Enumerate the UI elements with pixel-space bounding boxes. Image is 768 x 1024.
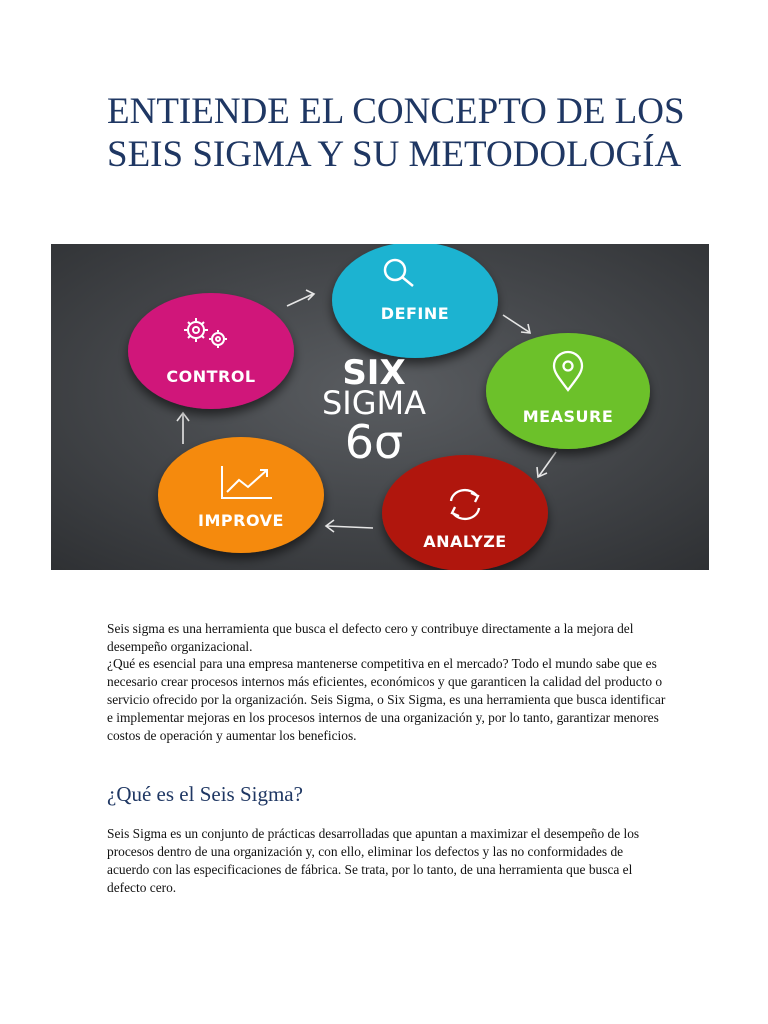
- analyze-circle: [382, 455, 548, 570]
- sigma-symbol-text: 6σ: [344, 415, 404, 469]
- define-step: [332, 244, 498, 358]
- definition-paragraph: Seis Sigma es un conjunto de prácticas desarrolladas que apuntan a maximizar el desempeño de los procesos dentro de una organización y, con ello, eliminar los defectos y las no conformidades de acuerdo con las especificaciones de fábrica. Se trata, por lo tanto, de una herramienta que busca el defecto cero.: [107, 826, 640, 895]
- analyze-step: [382, 455, 548, 570]
- page-title: ENTIENDE EL CONCEPTO DE LOS SEIS SIGMA Y SU METODOLOGÍA: [107, 91, 685, 175]
- control-circle: [128, 293, 294, 409]
- sigma-text: SIGMA: [321, 384, 427, 422]
- section-heading: ¿Qué es el Seis Sigma?: [107, 782, 303, 806]
- improve-label: IMPROVE: [198, 511, 284, 530]
- analyze-label: ANALYZE: [423, 532, 507, 551]
- define-label: DEFINE: [380, 304, 450, 323]
- improve-step: [158, 437, 324, 553]
- six-text: SIX: [342, 353, 406, 393]
- intro-paragraph: Seis sigma es una herramienta que busca el defecto cero y contribuye directamente a la mejora del desempeño organizacional.: [107, 621, 634, 654]
- control-label: CONTROL: [166, 367, 256, 386]
- measure-step: [486, 333, 650, 449]
- body-paragraph: ¿Qué es esencial para una empresa mantenerse competitiva en el mercado? Todo el mundo sabe que es necesario crear procesos internos más eficientes, económicos y que garanticen la calidad del producto o servicio ofrecido por la organización. Seis Sigma, o Six Sigma, es una herramienta que busca identificar e implementar mejoras en los procesos internos de una organización y, por lo tanto, garantizar menores costos de operación y aumentar los beneficios.: [107, 656, 666, 743]
- control-step: [128, 293, 294, 409]
- improve-circle: [158, 437, 324, 553]
- measure-label: MEASURE: [522, 407, 614, 426]
- define-circle: [332, 244, 498, 358]
- six-sigma-infographic: [51, 244, 709, 570]
